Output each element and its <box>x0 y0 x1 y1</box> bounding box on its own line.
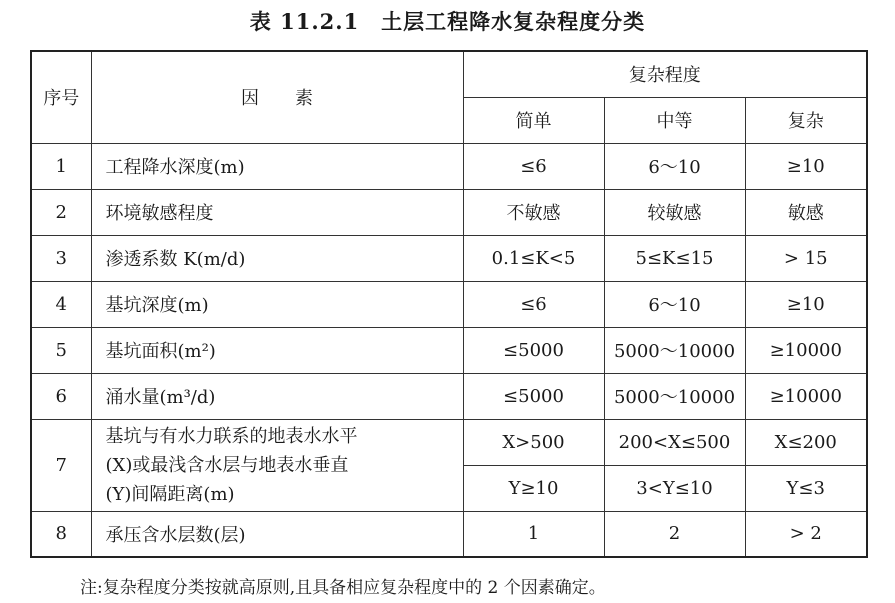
row-seq: 8 <box>31 511 91 557</box>
row-medium: 200<X≤500 <box>604 419 745 465</box>
header-medium: 中等 <box>604 97 745 143</box>
row-medium: 3<Y≤10 <box>604 465 745 511</box>
row-simple: 0.1≤K<5 <box>463 235 604 281</box>
row-simple: ≤5000 <box>463 373 604 419</box>
row-factor: 涌水量(m³/d) <box>91 373 463 419</box>
header-factor: 因 素 <box>91 51 463 143</box>
table-row <box>31 281 867 327</box>
row-complex: ≥10000 <box>745 373 867 419</box>
table-row <box>31 373 867 419</box>
row-medium: 5000～10000 <box>604 373 745 419</box>
row-factor: 环境敏感程度 <box>91 189 463 235</box>
row-factor-line: (Y)间隔距离(m) <box>105 483 235 505</box>
row-factor: 承压含水层数(层) <box>91 511 463 557</box>
table-row <box>31 235 867 281</box>
table-row <box>31 419 867 465</box>
row-complex: Y≤3 <box>745 465 867 511</box>
row-seq: 4 <box>31 281 91 327</box>
header-row-1 <box>31 51 867 97</box>
table-row <box>31 143 867 189</box>
row-factor-line: (X)或最浅含水层与地表水垂直 <box>105 454 349 476</box>
header-seq: 序号 <box>31 51 91 143</box>
row-simple: 1 <box>463 511 604 557</box>
row-factor <box>91 419 463 511</box>
table-title: 表 11.2.1 土层工程降水复杂程度分类 <box>249 9 646 34</box>
row-seq: 6 <box>31 373 91 419</box>
row-factor-line: 基坑与有水力联系的地表水水平 <box>105 425 358 447</box>
row-simple: Y≥10 <box>463 465 604 511</box>
row-complex: > 15 <box>745 235 867 281</box>
row-factor: 基坑深度(m) <box>91 281 463 327</box>
row-medium: 较敏感 <box>604 189 745 235</box>
table-row <box>31 511 867 557</box>
row-seq: 3 <box>31 235 91 281</box>
row-complex: ≥10 <box>745 143 867 189</box>
row-simple: X>500 <box>463 419 604 465</box>
row-medium: 2 <box>604 511 745 557</box>
table-note: 注:复杂程度分类按就高原则,且具备相应复杂程度中的 2 个因素确定。 <box>80 578 606 598</box>
row-simple: ≤5000 <box>463 327 604 373</box>
row-factor: 渗透系数 K(m/d) <box>91 235 463 281</box>
header-complex: 复杂 <box>745 97 867 143</box>
row-factor: 基坑面积(m²) <box>91 327 463 373</box>
row-medium: 5000～10000 <box>604 327 745 373</box>
table-row <box>31 327 867 373</box>
row-seq: 5 <box>31 327 91 373</box>
row-complex: ≥10 <box>745 281 867 327</box>
row-complex: > 2 <box>745 511 867 557</box>
header-complexity: 复杂程度 <box>463 51 867 97</box>
row-simple: 不敏感 <box>463 189 604 235</box>
row-medium: 5≤K≤15 <box>604 235 745 281</box>
row-complex: 敏感 <box>745 189 867 235</box>
row-factor: 工程降水深度(m) <box>91 143 463 189</box>
complexity-table <box>30 50 868 558</box>
row-medium: 6～10 <box>604 281 745 327</box>
row-simple: ≤6 <box>463 143 604 189</box>
row-complex: X≤200 <box>745 419 867 465</box>
row-simple: ≤6 <box>463 281 604 327</box>
row-seq: 2 <box>31 189 91 235</box>
row-medium: 6～10 <box>604 143 745 189</box>
row-seq: 1 <box>31 143 91 189</box>
table-row <box>31 189 867 235</box>
row-seq: 7 <box>31 419 91 511</box>
row-complex: ≥10000 <box>745 327 867 373</box>
header-simple: 简单 <box>463 97 604 143</box>
